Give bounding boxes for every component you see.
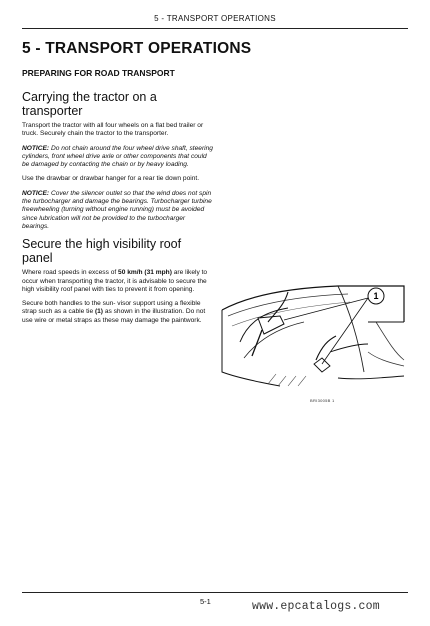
watermark: www.epcatalogs.com bbox=[252, 600, 380, 613]
notice-1-text: Do not chain around the four wheel drive shaft, steering cylinders, front wheel drive axle or other components that could be damaged by contacting the chain or by heavy loading. bbox=[22, 144, 213, 169]
roof-p2-b: as shown in the illustration. Do not use wire or metal straps as these may damage the paintwork. bbox=[22, 308, 206, 324]
notice-2 bbox=[22, 190, 214, 231]
left-column bbox=[22, 90, 214, 331]
roof-panel-illustration bbox=[218, 282, 406, 392]
footer-rule bbox=[22, 592, 408, 593]
roof-panel-paragraph-1 bbox=[22, 269, 214, 294]
figure-caption: BRI3005B 1 bbox=[310, 398, 335, 403]
speed-limit: 50 km/h (31 mph) bbox=[118, 269, 172, 277]
section-title: PREPARING FOR ROAD TRANSPORT bbox=[22, 68, 175, 78]
carrying-paragraph-1: Transport the tractor with all four wheels on a flat bed trailer or truck. Securely chain the tractor to the transporter. bbox=[22, 122, 204, 138]
running-header: 5 - TRANSPORT OPERATIONS bbox=[154, 14, 276, 23]
roof-panel-paragraph-2 bbox=[22, 300, 214, 325]
carrying-heading: Carrying the tractor on a transporter bbox=[22, 90, 157, 118]
notice-1 bbox=[22, 145, 214, 170]
roof-p2-a: Secure both handles to the sun- visor support using a flexible strap such as a cable tie bbox=[22, 300, 201, 316]
notice-1-label: NOTICE: bbox=[22, 144, 50, 152]
notice-2-text: Cover the silencer outlet so that the wind does not spin the turbocharger and damage the bearings. Turbocharger turbine freewheeling (turning without engine running) must be avoided since lubrication will not be provided to the turbocharger bearings. bbox=[22, 189, 212, 230]
carrying-paragraph-2: Use the drawbar or drawbar hanger for a rear tie down point. bbox=[22, 175, 200, 183]
callout-reference: (1) bbox=[94, 308, 103, 316]
roof-p1-b: are likely to occur when transporting the tractor, it is advisable to secure the high visibility roof panel with ties to prevent it from opening. bbox=[22, 269, 208, 293]
notice-2-label: NOTICE: bbox=[22, 189, 50, 197]
page-number: 5-1 bbox=[200, 597, 211, 606]
callout-number: 1 bbox=[373, 291, 379, 301]
roof-p1-a: Where road speeds in excess of bbox=[22, 269, 119, 277]
header-rule bbox=[22, 28, 408, 29]
chapter-title: 5 - TRANSPORT OPERATIONS bbox=[22, 40, 252, 57]
roof-panel-heading: Secure the high visibility roof panel bbox=[22, 237, 182, 266]
